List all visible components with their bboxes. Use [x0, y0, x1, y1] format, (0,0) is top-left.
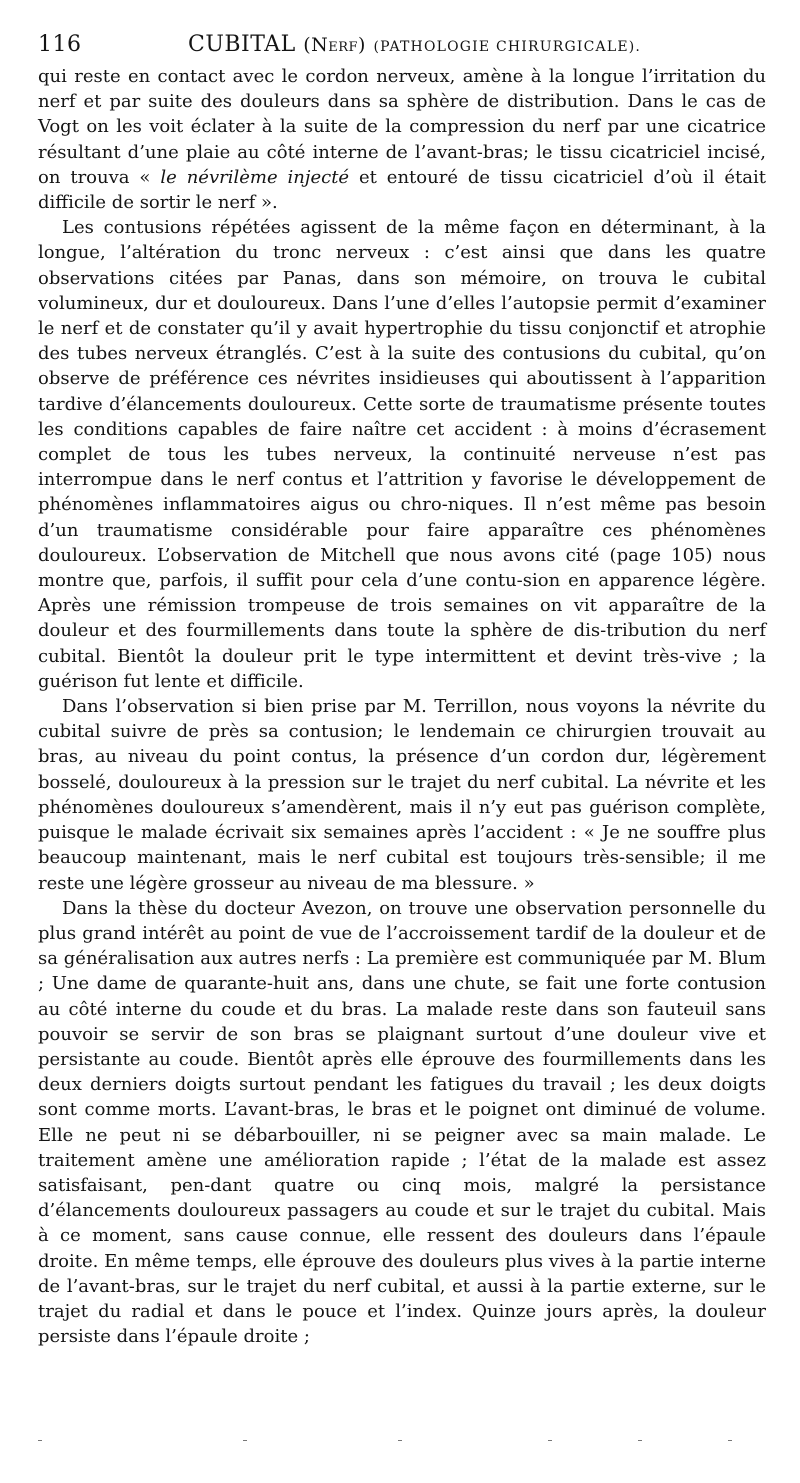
text-run: qui reste en contact avec le cordon nerveux, amène à la longue l’irritation du nerf et par suite des douleurs dans sa sphère de distribution. Dans le cas de Vogt on les voit éclater à la suite de la compression du nerf par une cicatrice résultant d’une plaie au côté interne de l’avant-bras; le tissu cicatriciel incisé, on trouva «	[38, 66, 766, 188]
italic-run: le névrilème injecté	[160, 166, 350, 188]
running-title	[188, 30, 641, 62]
text-run: et entouré de tissu cicatriciel d’où il était difficile de sortir le nerf ».	[38, 166, 766, 214]
running-title-main: CUBITAL	[188, 32, 296, 57]
footer-dust-marks	[38, 1440, 766, 1448]
body-text	[38, 64, 766, 1349]
text-run: Dans la thèse du docteur Avezon, on trouve une observation personnelle du plus grand intérêt au point de vue de l’accroissement tardif de la douleur et de sa généralisation aux autres nerfs : La première est communiquée par M. Blum ; Une dame de quarante-huit ans, dans une chute, se fait une forte contusion au côté interne du coude et du bras. La malade reste dans son fauteuil sans pouvoir se servir de son bras se plaignant surtout d’une douleur vive et persistante au coude. Bientôt après elle éprouve des fourmillements dans les deux derniers doigts surtout pendant les fatigues du travail ; les deux doigts sont comme morts. L’avant-bras, le bras et le poignet ont diminué de volume. Elle ne peut ni se débarbouiller, ni se peigner avec sa main malade. Le traitement amène une amélioration rapide ; l’état de la malade est assez satisfaisant, pen-dant quatre ou cinq mois, malgré la persistance d’élancements douloureux passagers au coude et sur le trajet du cubital. Mais à ce moment, sans cause connue, elle ressent des douleurs dans l’épaule droite. En même temps, elle éprouve des douleurs plus vives à la partie interne de l’avant-bras, sur le trajet du nerf cubital, et aussi à la partie externe, sur le trajet du radial et dans le pouce et l’index. Quinze jours après, la douleur persiste dans l’épaule droite ;	[38, 897, 766, 1348]
running-title-nerf: (Nerf)	[303, 34, 366, 56]
text-run: Dans l’observation si bien prise par M. Terrillon, nous voyons la névrite du cubital suivre de près sa contusion; le lendemain ce chirurgien trouvait au bras, au niveau du point contus, la présence d’un cordon dur, légèrement bosselé, douloureux à la pression sur le trajet du nerf cubital. La névrite et les phénomènes douloureux s’amendèrent, mais il n’y eut pas guérison complète, puisque le malade écrivait six semaines après l’accident : « Je ne souffre plus beaucoup maintenant, mais le nerf cubital est toujours très-sensible; il me reste une légère grosseur au niveau de ma blessure. »	[38, 696, 766, 894]
paragraph	[38, 694, 766, 896]
paragraph	[38, 215, 766, 694]
running-title-section: (PATHOLOGIE CHIRURGICALE).	[373, 39, 642, 55]
document-page	[38, 30, 766, 1349]
paragraph	[38, 896, 766, 1350]
text-run: Les contusions répétées agissent de la même façon en déterminant, à la longue, l’altération du tronc nerveux : c’est ainsi que dans les quatre observations citées par Panas, dans son mémoire, on trouva le cubital volumineux, dur et douloureux. Dans l’une d’elles l’autopsie permit d’examiner le nerf et de constater qu’il y avait hypertrophie du tissu conjonctif et atrophie des tubes nerveux étranglés. C’est à la suite des contusions du cubital, qu’on observe de préférence ces névrites insidieuses qui aboutissent à l’apparition tardive d’élancements douloureux. Cette sorte de traumatisme présente toutes les conditions capables de faire naître cet accident : à moins d’écrasement complet de tous les tubes nerveux, la continuité nerveuse n’est pas interrompue dans le nerf contus et l’attrition y favorise le développement de phénomènes inflammatoires aigus ou chro-niques. Il n’est même pas besoin d’un traumatisme considérable pour faire apparaître ces phénomènes douloureux. L’observation de Mitchell que nous avons cité (page 105) nous montre que, parfois, il suffit pour cela d’une contu-sion en apparence légère. Après une rémission trompeuse de trois semaines on vit apparaître de la douleur et des fourmillements dans toute la sphère de dis-tribution du nerf cubital. Bientôt la douleur prit le type intermittent et devint très-vive ; la guérison fut lente et difficile.	[38, 217, 766, 692]
page-number: 116	[38, 32, 82, 57]
paragraph	[38, 64, 766, 215]
running-head	[38, 30, 766, 60]
